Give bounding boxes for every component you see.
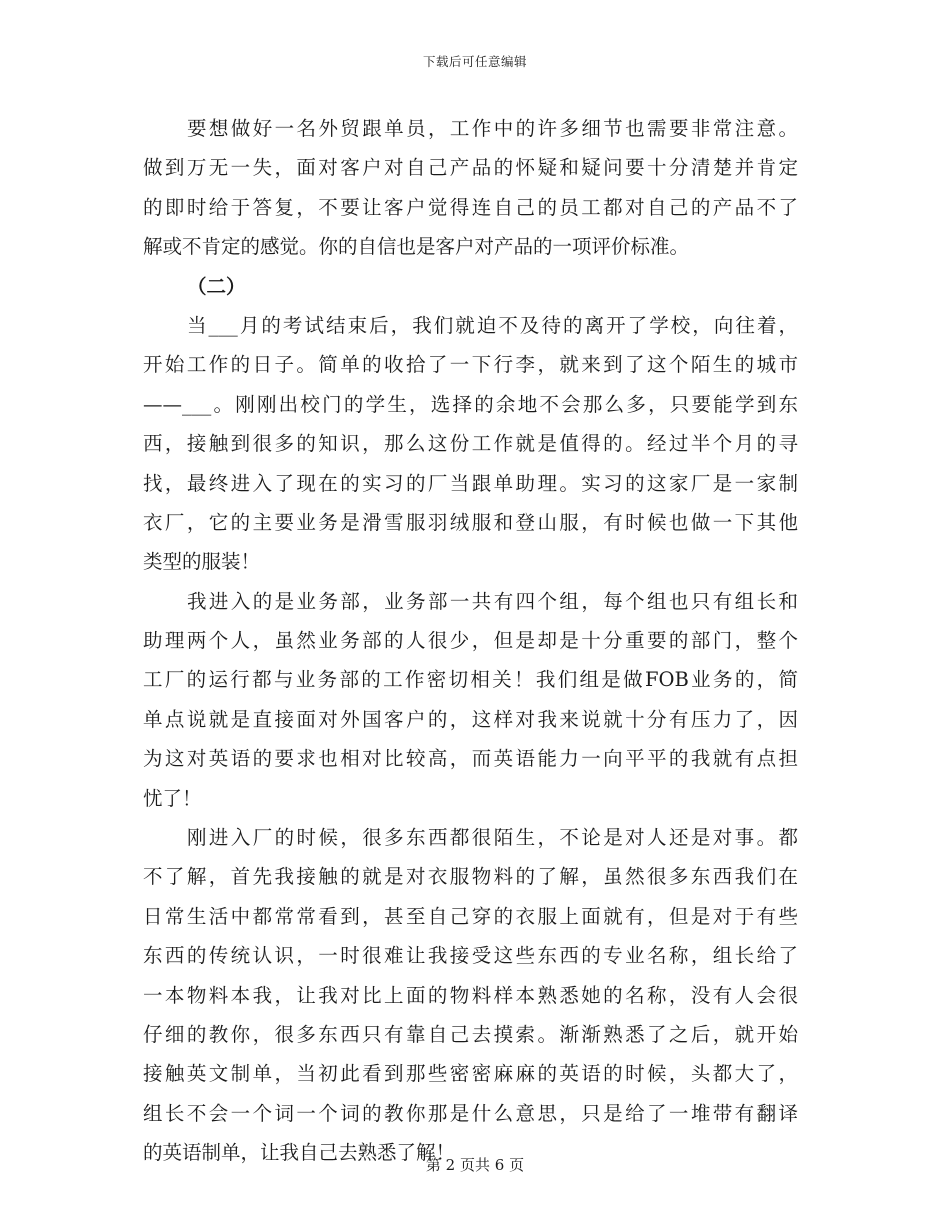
text-line: 刚进入厂的时候，很多东西都很陌生，不论是对人还是对事。都: [187, 826, 798, 850]
text-line: 忧了！: [143, 786, 202, 810]
text-line: 要想做好一名外贸跟单员，工作中的许多细节也需要非常注意。: [187, 117, 798, 140]
page-footer: 第 2 页共 6 页: [425, 1156, 525, 1174]
text-line: 西，接触到很多的知识，那么这份工作就是值得的。经过半个月的寻: [143, 432, 798, 456]
text-line: 当___月的考试结束后，我们就迫不及待的离开了学校，向往着，: [187, 313, 798, 337]
text-line: 做到万无一失，面对客户对自己产品的怀疑和疑问要十分清楚并肯定: [143, 156, 798, 180]
text-line: 日常生活中都常常看到，甚至自己穿的衣服上面就有，但是对于有些: [143, 904, 798, 928]
text-line: 工厂的运行都与业务部的工作密切相关！我们组是做FOB业务的，简: [143, 668, 798, 692]
text-line: 找，最终进入了现在的实习的厂当跟单助理。实习的这家厂是一家制: [143, 471, 798, 495]
text-line: 解或不肯定的感觉。你的自信也是客户对产品的一项评价标准。: [143, 235, 690, 259]
text-line: 的英语制单，让我自己去熟悉了解！: [143, 1141, 456, 1165]
text-line: 为这对英语的要求也相对比较高，而英语能力一向平平的我就有点担: [143, 747, 798, 771]
page-header: 下载后可任意编辑: [422, 54, 527, 69]
text-line: 助理两个人，虽然业务部的人很少，但是却是十分重要的部门，整个: [143, 629, 798, 653]
text-line: 组长不会一个词一个词的教你那是什么意思，只是给了一堆带有翻译: [143, 1101, 798, 1125]
section-heading: （二）: [187, 274, 246, 298]
text-line: 单点说就是直接面对外国客户的，这样对我来说就十分有压力了，因: [143, 707, 798, 731]
text-line: 类型的服装！: [143, 550, 261, 574]
text-line: 不了解，首先我接触的就是对衣服物料的了解，虽然很多东西我们在: [143, 865, 798, 889]
document-body: [143, 109, 798, 1173]
text-line: 接触英文制单，当初此看到那些密密麻麻的英语的时候，头都大了，: [143, 1062, 798, 1086]
text-line: 我进入的是业务部，业务部一共有四个组，每个组也只有组长和: [187, 589, 798, 613]
text-line: 东西的传统认识，一时很难让我接受这些东西的专业名称，组长给了: [143, 944, 798, 968]
text-line: ——___。刚刚出校门的学生，选择的余地不会那么多，只要能学到东: [143, 392, 798, 416]
text-line: 仔细的教你，很多东西只有靠自己去摸索。渐渐熟悉了之后，就开始: [143, 1022, 798, 1046]
text-line: 衣厂，它的主要业务是滑雪服羽绒服和登山服，有时候也做一下其他: [143, 510, 798, 534]
text-line: 开始工作的日子。简单的收拾了一下行李，就来到了这个陌生的城市: [143, 353, 798, 377]
text-line: 一本物料本我，让我对比上面的物料样本熟悉她的名称，没有人会很: [143, 983, 798, 1007]
text-line: 的即时给于答复，不要让客户觉得连自己的员工都对自己的产品不了: [143, 195, 798, 219]
